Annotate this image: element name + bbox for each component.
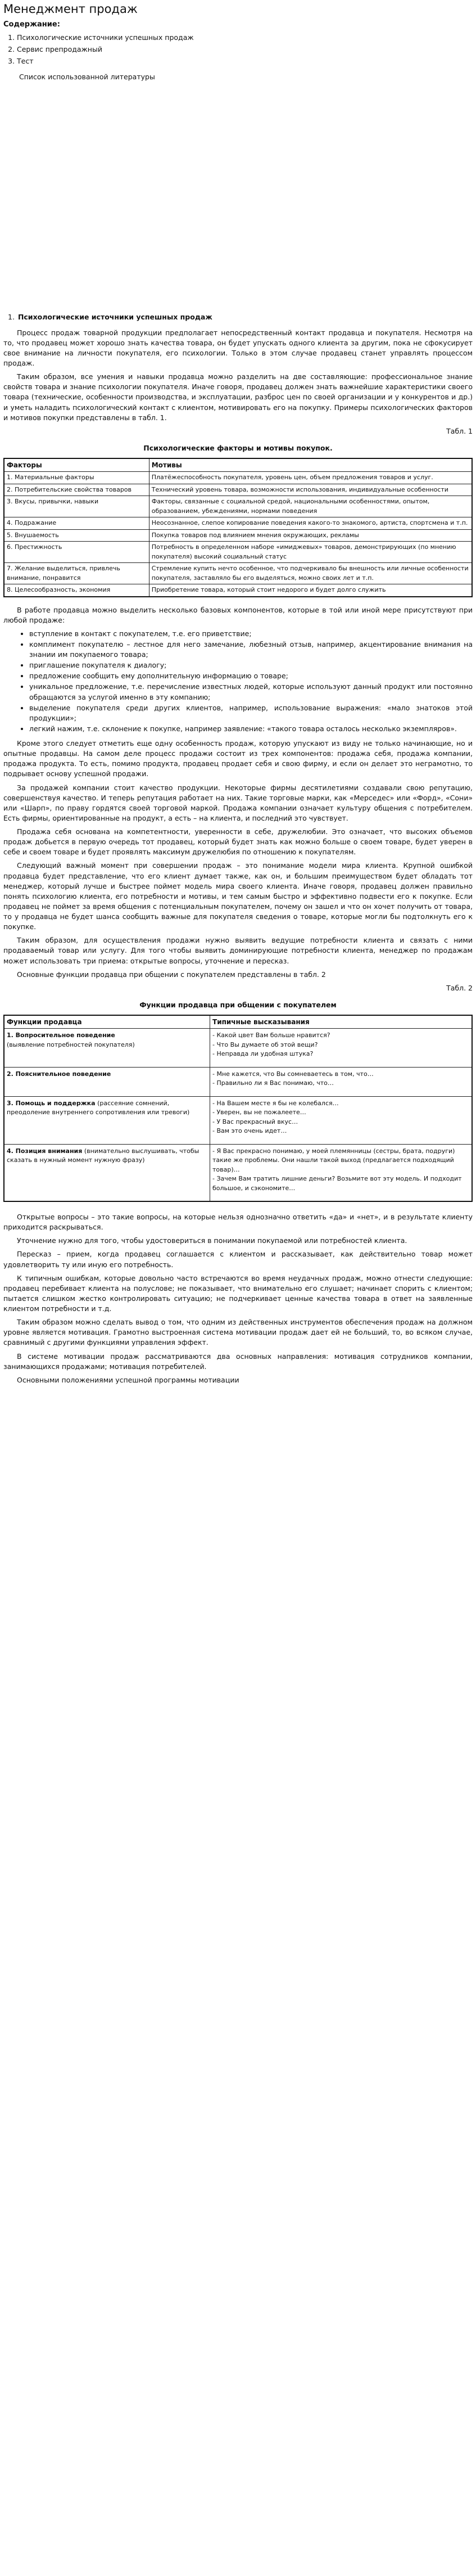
function-cell bbox=[4, 1096, 210, 1144]
table-row bbox=[4, 496, 472, 517]
column-header: Функции продавца bbox=[4, 1015, 210, 1029]
function-description: (внимательно выслушивать, чтобы сказать в нужный момент нужную фразу) bbox=[7, 1147, 200, 1164]
section-title: Психологические источники успешных продаж bbox=[17, 312, 212, 321]
factor-cell: 8. Целесообразность, экономия bbox=[4, 584, 149, 597]
motive-cell: Факторы, связанные с социальной средой, национальными особенностями, опытом, образованием, убеждениями, нормами поведения bbox=[149, 496, 472, 517]
typical-phrase: - Зачем Вам тратить лишние деньги? Возьмите вот эту модель. И подходит большое, и сэкономите… bbox=[212, 1175, 462, 1192]
column-header: Мотивы bbox=[149, 458, 472, 472]
function-description: (рассеяние сомнений, преодоление внутреннего сопротивления или тревоги) bbox=[7, 1099, 190, 1116]
paragraph: Уточнение нужно для того, чтобы удостовериться в понимании покупаемой или потребностей клиента. bbox=[17, 1236, 407, 1245]
factor-cell: 4. Подражание bbox=[4, 517, 149, 530]
factor-cell: 7. Желание выделиться, привлечь внимание, понравится bbox=[4, 563, 149, 584]
seller-functions-table bbox=[3, 1015, 473, 1202]
function-name: 2. Пояснительное поведение bbox=[7, 1070, 111, 1078]
responses-cell bbox=[210, 1067, 472, 1096]
motive-cell: Неосознанное, слепое копирование поведения какого-то знакомого, артиста, спортсмена и т.п. bbox=[149, 517, 472, 530]
motive-cell: Потребность в определенном наборе «имиджевых» товаров, демонстрирующих (по мнению покупателя) высокий социальный статус bbox=[149, 542, 472, 563]
function-cell bbox=[4, 1144, 210, 1201]
document-title: Менеджмент продаж bbox=[3, 2, 138, 16]
typical-phrase: - У Вас прекрасный вкус… bbox=[212, 1118, 298, 1125]
table-row bbox=[4, 542, 472, 563]
paragraph: Основными положениями успешной программы мотивации bbox=[17, 1375, 239, 1384]
paragraph: Процесс продаж товарной продукции предполагает непосредственный контакт продавца и покупателя. Несмотря на то, что продавец может хорошо знать качества товара, он будет упускать одного клиента за другим, пока не сфокусирует свое внимание на личности покупателя, его психологии. Только в этом случае продавец станет управлять процессом продаж. bbox=[3, 328, 473, 368]
table-label: Табл. 1 bbox=[446, 426, 473, 435]
table-row bbox=[4, 1096, 472, 1144]
list-item: • легкий нажим, т.е. склонение к покупке, например заявление: «такого товара осталось несколько экземпляров». bbox=[29, 724, 473, 734]
factor-cell: 6. Престижность bbox=[4, 542, 149, 563]
toc-item[interactable]: 3. Тест bbox=[17, 56, 473, 66]
paragraph: Основные функции продавца при общении с покупателем представлены в табл. 2 bbox=[17, 970, 326, 979]
toc-item[interactable]: 1. Психологические источники успешных продаж bbox=[17, 33, 473, 43]
paragraph: Таким образом можно сделать вывод о том, что одним из действенных инструментов обеспечения продаж на должном уровне является мотивация. Грамотно выстроенная система мотивации продаж дает ей не больший, то, во всяком случае, сравнимый с другими функциями управления эффект. bbox=[3, 1318, 473, 1347]
column-header: Факторы bbox=[4, 458, 149, 472]
function-name: 3. Помощь и поддержка bbox=[7, 1099, 96, 1107]
paragraph: Продажа себя основана на компетентности, уверенности в себе, дружелюбии. Это означает, что высоких объемов продаж добьется в первую очередь тот продавец, который будет знать как можно больше о своем товаре, будет уверен в себе и своем товаре и будет проявлять максимум дружелюбия по отношению к покупателям. bbox=[3, 827, 473, 857]
paragraph: За продажей компании стоит качество продукции. Некоторые фирмы десятилетиями создавали свою репутацию, совершенствуя качество. И теперь репутация работает на них. Такие торговые марки, как «Мерседес» или «Форд», «Сони» или «Шарп», по праву гордятся своей торговой маркой. Продажа компании означает культуру общения с потребителем. Есть фирмы, ориентированные на продукт, а есть – на клиента, и последний это чувствует. bbox=[3, 783, 473, 822]
table-caption: Функции продавца при общении с покупателем bbox=[139, 1000, 337, 1009]
table-row bbox=[4, 1144, 472, 1201]
paragraph: В работе продавца можно выделить несколько базовых компонентов, которые в той или иной мере присутствуют при любой продаже: bbox=[3, 605, 473, 624]
typical-phrase: - Неправда ли удобная штука? bbox=[212, 1050, 314, 1058]
motive-cell: Стремление купить нечто особенное, что подчеркивало бы внешность или личные особенности покупателя, заставляло бы его выделяться, можно своих лет и т.п. bbox=[149, 563, 472, 584]
paragraph: Кроме этого следует отметить еще одну особенность продаж, которую упускают из виду не только начинающие, но и опытные продавцы. На самом деле процесс продажи состоит из трех компонентов: продажа себя, продажа компании, продажа продукта. То есть, помимо продукта, продавец продает себя и свою фирму, и если он делает это неграмотно, то подрывает основу успешной продажи. bbox=[3, 739, 473, 778]
typical-phrase: - Я Вас прекрасно понимаю, у моей племянницы (сестры, брата, подруги) такие же проблемы. Они нашли такой выход (предлагается подходящий товар)… bbox=[212, 1147, 455, 1173]
motive-cell: Технический уровень товара, возможности использования, индивидуальные особенности bbox=[149, 484, 472, 496]
table-row bbox=[4, 517, 472, 530]
paragraph: Следующий важный момент при совершении продаж – это понимание модели мира клиента. Крупной ошибкой продавца будет представление, что его клиент думает также, как он, и большим преимуществом будет обладать тот менеджер, который лучше и быстрее поймет модель мира своего клиента. Иначе говоря, продавец должен правильно понять психологию клиента, его потребности и мотивы, и тем самым быстро и эффективно подвести его к покупке. Если продавец не поймет за время общения с потенциальным покупателем, почему он зашел и что он хочет получить от товара, то у продавца не будет шанса сообщить важные для покупателя сведения о товаре, которые могли бы подтолкнуть его к покупке. bbox=[3, 861, 473, 931]
list-item: • выделение покупателя среди других клиентов, например, использование выражения: «мало знатоков этой продукции»; bbox=[29, 703, 473, 723]
typical-phrase: - Правильно ли я Вас понимаю, что… bbox=[212, 1079, 334, 1087]
function-cell bbox=[4, 1029, 210, 1068]
motive-cell: Платёжеспособность покупателя, уровень цен, объем предложения товаров и услуг. bbox=[149, 472, 472, 484]
list-item: • комплимент покупателю – лестное для него замечание, любезный отзыв, например, акцентирование внимания на знании им покупаемого товара; bbox=[29, 640, 473, 660]
responses-cell bbox=[210, 1144, 472, 1201]
table-of-contents bbox=[3, 33, 473, 66]
table-row bbox=[4, 584, 472, 597]
list-item: • вступление в контакт с покупателем, т.е. его приветствие; bbox=[29, 629, 473, 639]
paragraph: К типичным ошибкам, которые довольно часто встречаются во время неудачных продаж, можно отнести следующие: продавец перебивает клиента на полуслове; не показывает, что внимательно его слушает; начинает спорить с клиентом; пытается слишком жестко контролировать ситуацию; не подчеркивает ценные качества товара в ответ на заявленные клиентом потребности и т.д. bbox=[3, 1273, 473, 1313]
table-header-row bbox=[4, 458, 472, 472]
factor-cell: 1. Материальные факторы bbox=[4, 472, 149, 484]
paragraph: Таким образом, все умения и навыки продавца можно разделить на две составляющие: профессиональное знание свойств товара и знание психологии покупателя. Иначе говоря, продавец должен знать важнейшие характеристики своего товара (технические, особенности производства, и эксплуатации, разброс цен по своей организации и у конкурентов и др.) и уметь наладить психологический контакт с клиентом, мотивировать его на покупку. Примеры психологических факторов и мотивов покупки представлены в табл. 1. bbox=[3, 372, 473, 422]
section-number: 1. bbox=[8, 312, 15, 321]
responses-cell bbox=[210, 1096, 472, 1144]
table-row bbox=[4, 529, 472, 542]
table-row bbox=[4, 484, 472, 496]
column-header: Типичные высказывания bbox=[210, 1015, 472, 1029]
table-row bbox=[4, 1029, 472, 1068]
function-name: 4. Позиция внимания bbox=[7, 1147, 83, 1155]
list-item: • предложение сообщить ему дополнительную информацию о товаре; bbox=[29, 671, 473, 681]
list-item: • уникальное предложение, т.е. перечисление известных людей, которые используют данный продукт или постоянно обращаются за услугой именно в эту компанию; bbox=[29, 682, 473, 702]
motive-cell: Приобретение товара, который стоит недорого и будет долго служить bbox=[149, 584, 472, 597]
table-label: Табл. 2 bbox=[446, 983, 473, 992]
bullet-list bbox=[3, 629, 473, 734]
typical-phrase: - Уверен, вы не пожалеете… bbox=[212, 1109, 306, 1116]
table-caption: Психологические факторы и мотивы покупок. bbox=[143, 443, 333, 452]
function-name: 1. Вопросительное поведение bbox=[7, 1032, 115, 1039]
factor-cell: 5. Внушаемость bbox=[4, 529, 149, 542]
toc-heading: Содержание: bbox=[3, 20, 60, 29]
typical-phrase: - Вам это очень идет… bbox=[212, 1127, 287, 1135]
responses-cell bbox=[210, 1029, 472, 1068]
table-row bbox=[4, 1067, 472, 1096]
typical-phrase: - Что Вы думаете об этой вещи? bbox=[212, 1041, 318, 1048]
typical-phrase: - Какой цвет Вам больше нравится? bbox=[212, 1032, 330, 1039]
function-description: (выявление потребностей покупателя) bbox=[7, 1041, 135, 1048]
table-row bbox=[4, 472, 472, 484]
toc-item[interactable]: 2. Сервис препродажный bbox=[17, 44, 473, 55]
list-item: • приглашение покупателя к диалогу; bbox=[29, 660, 473, 670]
section-heading bbox=[8, 312, 473, 322]
typical-phrase: - На Вашем месте я бы не колебался… bbox=[212, 1099, 339, 1107]
table-header-row bbox=[4, 1015, 472, 1029]
motive-cell: Покупка товаров под влиянием мнения окружающих, рекламы bbox=[149, 529, 472, 542]
factor-cell: 2. Потребительские свойства товаров bbox=[4, 484, 149, 496]
typical-phrase: - Мне кажется, что Вы сомневаетесь в том, что… bbox=[212, 1070, 374, 1078]
factor-cell: 3. Вкусы, привычки, навыки bbox=[4, 496, 149, 517]
toc-bibliography[interactable]: Список использованной литературы bbox=[19, 73, 155, 82]
function-cell bbox=[4, 1067, 210, 1096]
table-row bbox=[4, 563, 472, 584]
blank-space bbox=[3, 83, 473, 312]
paragraph: Пересказ – прием, когда продавец соглашается с клиентом и рассказывает, как действительно товар может удовлетворить ту или иную его потребность. bbox=[3, 1250, 473, 1269]
paragraph: Таким образом, для осуществления продажи нужно выявить ведущие потребности клиента и связать с ними продаваемый товар или услугу. Для того чтобы выявить доминирующие потребности клиента, менеджер по продажам может использовать три приема: открытые вопросы, уточнение и пересказ. bbox=[3, 936, 473, 965]
paragraph: В системе мотивации продаж рассматриваются два основных направления: мотивация сотрудников компании, занимающихся продажами; мотивация потребителей. bbox=[3, 1352, 473, 1371]
paragraph: Открытые вопросы – это такие вопросы, на которые нельзя однозначно ответить «да» и «нет», и в результате клиенту приходится раскрываться. bbox=[3, 1213, 473, 1232]
factors-table bbox=[3, 458, 473, 597]
